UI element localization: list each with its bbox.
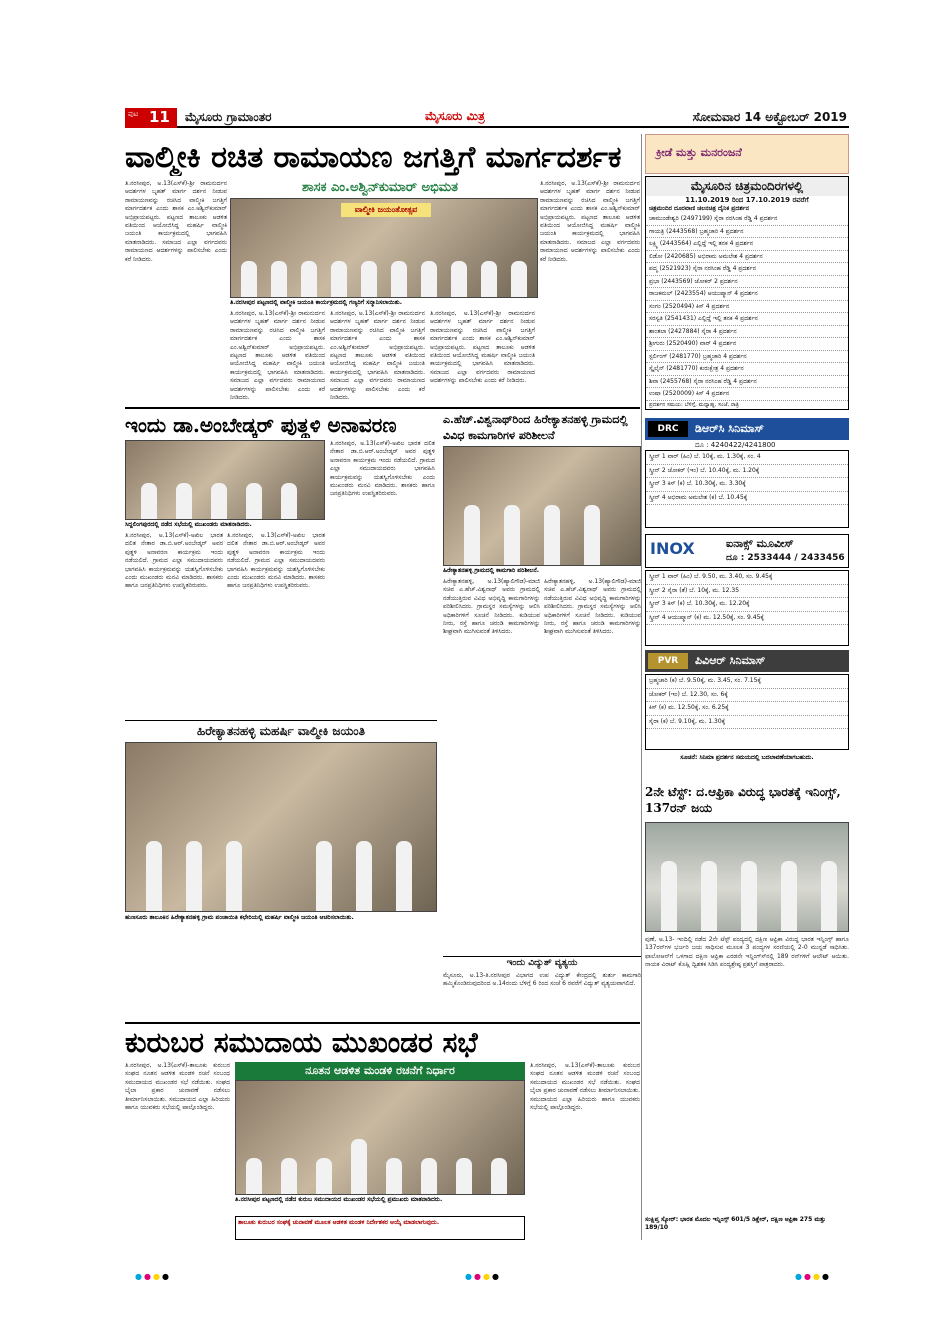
person-figure xyxy=(396,841,412,911)
drc-banner xyxy=(645,418,849,440)
person-figure xyxy=(361,261,377,297)
story1-body-col1: ತಿ.ನರಸೀಪುರ, ಅ.13(ಎಸ್‍ಕೆ)-ಶ್ರೀ ರಾಮನುರ್ದನ ಆದರ್ಶಗಳ ಬೃಹತ್ ಮಾರ್ಗ ದರ್ಶನ ನೀಡುವ ರಾಮಾಯಣವನ್ನು ರಚಿಸಿದ ವಾಲ್ಮೀಕಿ ಜಗತ್ತಿಗೆ ಮಾರ್ಗದರ್ಶಕ ಎಂದು ಶಾಸಕ ಎಂ.ಅಶ್ವಿನ್‍ಕುಮಾರ್ ಅಭಿಪ್ರಾಯಪಟ್ಟರು. ಪಟ್ಟಣದ ತಾಲೂಕು ಆಡಳಿತ ವತಿಯಿಂದ ಆಯೋಜಿಸಿದ್ದ ಮಹರ್ಷಿ ವಾಲ್ಮೀಕಿ ಜಯಂತಿ ಕಾರ್ಯಕ್ರಮದಲ್ಲಿ ಭಾಗವಹಿಸಿ ಮಾತನಾಡಿದರು. ಸಮಾಜದ ಎಲ್ಲಾ ವರ್ಗದವರು ರಾಮಾಯಣದ ಆದರ್ಶಗಳನ್ನು ಪಾಲಿಸಬೇಕು ಎಂದು ಕರೆ ನೀಡಿದರು. xyxy=(125,180,227,263)
cinema-row: ಶಾಂತಲಾ (2427884) ಸೈರಾ 4 ಪ್ರದರ್ಶನ xyxy=(646,326,848,339)
column-separator xyxy=(641,134,642,1240)
story4-title: ಹಿರೇಕ್ಯಾತನಹಳ್ಳಿ ಮಹರ್ಷಿ ವಾಲ್ಮೀಕಿ ಜಯಂತಿ xyxy=(197,724,365,738)
entertainment-banner-title: ಕ್ರೀಡೆ ಮತ್ತು ಮನರಂಜನೆ xyxy=(656,146,742,159)
story1-body-col4: ತಿ.ನರಸೀಪುರ, ಅ.13(ಎಸ್‍ಕೆ)-ಶ್ರೀ ರಾಮನುರ್ದನ ಆದರ್ಶಗಳ ಬೃಹತ್ ಮಾರ್ಗ ದರ್ಶನ ನೀಡುವ ರಾಮಾಯಣವನ್ನು ರಚಿಸಿದ ವಾಲ್ಮೀಕಿ ಜಗತ್ತಿಗೆ ಮಾರ್ಗದರ್ಶಕ ಎಂದು ಶಾಸಕ ಎಂ.ಅಶ್ವಿನ್‍ಕುಮಾರ್ ಅಭಿಪ್ರಾಯಪಟ್ಟರು. ಪಟ್ಟಣದ ತಾಲೂಕು ಆಡಳಿತ ವತಿಯಿಂದ ಆಯೋಜಿಸಿದ್ದ ಮಹರ್ಷಿ ವಾಲ್ಮೀಕಿ ಜಯಂತಿ ಕಾರ್ಯಕ್ರಮದಲ್ಲಿ ಭಾಗವಹಿಸಿ ಮಾತನಾಡಿದರು. ಸಮಾಜದ ಎಲ್ಲಾ ವರ್ಗದವರು ರಾಮಾಯಣದ ಆದರ್ಶಗಳನ್ನು ಪಾಲಿಸಬೇಕು ಎಂದು ಕರೆ ನೀಡಿದರು. xyxy=(430,310,535,385)
cricketer-figure xyxy=(661,861,677,931)
story1-body-col5: ತಿ.ನರಸೀಪುರ, ಅ.13(ಎಸ್‍ಕೆ)-ಶ್ರೀ ರಾಮನುರ್ದನ ಆದರ್ಶಗಳ ಬೃಹತ್ ಮಾರ್ಗ ದರ್ಶನ ನೀಡುವ ರಾಮಾಯಣವನ್ನು ರಚಿಸಿದ ವಾಲ್ಮೀಕಿ ಜಗತ್ತಿಗೆ ಮಾರ್ಗದರ್ಶಕ ಎಂದು ಶಾಸಕ ಎಂ.ಅಶ್ವಿನ್‍ಕುಮಾರ್ ಅಭಿಪ್ರಾಯಪಟ್ಟರು. ಪಟ್ಟಣದ ತಾಲೂಕು ಆಡಳಿತ ವತಿಯಿಂದ ಆಯೋಜಿಸಿದ್ದ ಮಹರ್ಷಿ ವಾಲ್ಮೀಕಿ ಜಯಂತಿ ಕಾರ್ಯಕ್ರಮದಲ್ಲಿ ಭಾಗವಹಿಸಿ ಮಾತನಾಡಿದರು. ಸಮಾಜದ ಎಲ್ಲಾ ವರ್ಗದವರು ರಾಮಾಯಣದ ಆದರ್ಶಗಳನ್ನು ಪಾಲಿಸಬೇಕು ಎಂದು ಕರೆ ನೀಡಿದರು. xyxy=(540,180,640,263)
drc-show-row: ಸ್ಕ್ರೀನ್ 1 ವಾರ್ (ಹಿಂ) ಬೆ. 10ಕ್ಕೆ, ಮ. 1.30ಕ್ಕೆ, ಸಂ. 4 xyxy=(646,451,848,465)
cinema-row: ಚಾಮುಂಡೇಶ್ವರಿ (2497199) ಸೈರಾ ನರಸಿಂಹ ರೆಡ್ಡಿ 4 ಪ್ರದರ್ಶನ xyxy=(646,213,848,226)
inox-show-row: ಸ್ಕ್ರೀನ್ 1 ವಾರ್ (ಹಿಂ) ಬೆ. 9.50, ಮ. 3.40, ಸಂ. 9.45ಕ್ಕೆ xyxy=(646,571,848,585)
cinema-row: ಪ್ರಭಾ (2443569) ಜೋಕರ್ 2 ಪ್ರದರ್ಶನ xyxy=(646,276,848,289)
inox-banner xyxy=(645,534,849,568)
entertainment-banner xyxy=(645,134,849,174)
cinema-row: ಲಕ್ಷ್ಮಿ (2443564) ಎಲ್ಲಿದ್ದೆ ಇಲ್ಲಿ ತನಕ 4 ಪ್ರದರ್ಶನ xyxy=(646,238,848,251)
pvr-title: ಪಿವಿಆರ್ ಸಿನಿಮಾಸ್ xyxy=(695,654,766,667)
story3-body-col2: ಹಿರೇಕ್ಯಾತನಹಳ್ಳಿ, ಅ.13(ಹ್ಯಾಲಿಗೌಡ)-ಮಾಜಿ ಸಚಿವ ಎ.ಹೆಚ್.ವಿಶ್ವನಾಥ್ ಅವರು ಗ್ರಾಮದಲ್ಲಿ ನಡೆಯುತ್ತಿರುವ ವಿವಿಧ ಅಭಿವೃದ್ಧಿ ಕಾಮಗಾರಿಗಳನ್ನು ಪರಿಶೀಲಿಸಿದರು. ಗ್ರಾಮಸ್ಥರ ಸಮಸ್ಯೆಗಳನ್ನು ಆಲಿಸಿ ಅಧಿಕಾರಿಗಳಿಗೆ ಸೂಚನೆ ನೀಡಿದರು. ಕುಡಿಯುವ ನೀರು, ರಸ್ತೆ ಹಾಗೂ ಚರಂಡಿ ಕಾಮಗಾರಿಗಳನ್ನು ಶೀಘ್ರವಾಗಿ ಮುಗಿಸುವಂತೆ ತಿಳಿಸಿದರು. xyxy=(544,578,641,636)
pvr-showtimes xyxy=(645,674,849,750)
sports-photo xyxy=(645,822,849,932)
person-figure xyxy=(544,505,560,565)
pvr-show-row: ಬ್ರಹ್ಮಚಾರಿ (ಕ) ಬೆ. 9.50ಕ್ಕೆ, ಮ. 3.45, ಸಂ. 7.15ಕ್ಕೆ xyxy=(646,675,848,689)
person-figure xyxy=(176,483,192,519)
pvr-rows xyxy=(646,675,848,729)
print-registration-dots: ●●●● xyxy=(795,1272,831,1281)
story4-photo xyxy=(125,742,437,912)
cinema-listings-title: ಮೈಸೂರಿನ ಚಿತ್ರಮಂದಿರಗಳಲ್ಲಿ xyxy=(646,177,848,196)
story2-body-col1: ತಿ.ನರಸೀಪುರ, ಅ.13(ಎಸ್‍ಕೆ)-ಅಖಿಲ ಭಾರತ ದಲಿತ ನೇತಾರ ಡಾ.ಬಿ.ಆರ್.ಅಂಬೇಡ್ಕರ್ ಅವರ ಪುತ್ಥಳಿ ಅನಾವರಣ ಕಾರ್ಯಕ್ರಮ ಇಂದು ನಡೆಯಲಿದೆ. ಗ್ರಾಮದ ಎಲ್ಲಾ ಸಮುದಾಯದವರು ಭಾಗವಹಿಸಿ ಕಾರ್ಯಕ್ರಮವನ್ನು ಯಶಸ್ವಿಗೊಳಿಸಬೇಕು ಎಂದು ಮುಖಂಡರು ಮನವಿ ಮಾಡಿದರು. ಶಾಸಕರು ಹಾಗೂ ಜನಪ್ರತಿನಿಧಿಗಳು ಉಪಸ್ಥಿತರಿರುವರು. xyxy=(125,532,223,590)
story2-photo xyxy=(125,440,325,520)
cinema-listings-box xyxy=(645,176,849,410)
cricketer-figure xyxy=(701,861,717,931)
cinema-rows xyxy=(646,213,848,401)
cinema-note: ಸೂಚನೆ: ಸಿನಿಮಾ ಪ್ರದರ್ಶನ ಸಮಯದಲ್ಲಿ ಬದಲಾವಣೆಯಾಗಬಹುದು. xyxy=(680,754,814,761)
inox-show-row: ಸ್ಕ್ರೀನ್ 4 ಆಯುಷ್ಮಾನ್ (ಕ) ಮ. 12.50ಕ್ಕೆ, ಸಂ. 9.45ಕ್ಕೆ xyxy=(646,612,848,626)
sports-body: ಪುಣೆ, ಅ.13- ಇಂದಿಲ್ಲಿ ನಡೆದ 2ನೇ ಟೆಸ್ಟ್ ಪಂದ್ಯದಲ್ಲಿ ದಕ್ಷಿಣ ಆಫ್ರಿಕಾ ವಿರುದ್ಧ ಭಾರತ ಇನ್ನಿಂಗ್ಸ್ ಹಾಗೂ 137ರನ್‍ಗಳ ಭರ್ಜರಿ ಜಯ ಸಾಧಿಸುವ ಮೂಲಕ 3 ಪಂದ್ಯಗಳ ಸರಣಿಯಲ್ಲಿ 2-0 ಮುನ್ನಡೆ ಸಾಧಿಸಿತು. ಫಾಲೋಆನ್‍ಗೆ ಒಳಗಾದ ದಕ್ಷಿಣ ಆಫ್ರಿಕಾ ಎರಡನೇ ಇನ್ನಿಂಗ್ಸ್‍ನಲ್ಲಿ 189 ರನ್‍ಗಳಿಗೆ ಆಲೌಟ್ ಆಯಿತು. ನಾಯಕ ವಿರಾಟ್ ಕೊಹ್ಲಿ ದ್ವಿಶತಕ ಸಿಡಿಸಿ ಪಂದ್ಯಶ್ರೇಷ್ಠ ಪ್ರಶಸ್ತಿಗೆ ಪಾತ್ರರಾದರು. xyxy=(645,936,849,969)
divider xyxy=(125,1022,640,1024)
newspaper-page xyxy=(125,100,849,1250)
story5-body-col3: ತಿ.ನರಸೀಪುರ, ಅ.13(ಎಸ್‍ಕೆ)-ತಾಲೂಕು ಕುರುಬರ ಸಂಘದ ನೂತನ ಆಡಳಿತ ಮಂಡಳಿ ರಚನೆ ಸಂಬಂಧ ಸಮುದಾಯದ ಮುಖಂಡರ ಸಭೆ ನಡೆಯಿತು. ಸಂಘದ ಬೈಲಾ ಪ್ರಕಾರ ಚುನಾವಣೆ ನಡೆಸಲು ತೀರ್ಮಾನಿಸಲಾಯಿತು. ಸಮುದಾಯದ ಎಲ್ಲಾ ಹಿರಿಯರು ಹಾಗೂ ಯುವಕರು ಸಭೆಯಲ್ಲಿ ಪಾಲ್ಗೊಂಡಿದ್ದರು. xyxy=(530,1062,640,1112)
drc-show-row: ಸ್ಕ್ರೀನ್ 3 ಕಿಸ್ (ಕ) ಬೆ. 10.30ಕ್ಕೆ, ಮ. 3.30ಕ್ಕೆ xyxy=(646,478,848,492)
person-figure xyxy=(421,261,437,297)
story1-subheadline: ಶಾಸಕ ಎಂ.ಅಶ್ವಿನ್‍ಕುಮಾರ್ ಅಭಿಮತ xyxy=(235,178,525,197)
person-figure xyxy=(226,841,242,911)
inox-phone: ದೂ : 2533444 / 2433456 xyxy=(726,553,845,563)
section-title: ಮೈಸೂರು ಗ್ರಾಮಾಂತರ xyxy=(185,110,272,124)
story1-body-col3: ತಿ.ನರಸೀಪುರ, ಅ.13(ಎಸ್‍ಕೆ)-ಶ್ರೀ ರಾಮನುರ್ದನ ಆದರ್ಶಗಳ ಬೃಹತ್ ಮಾರ್ಗ ದರ್ಶನ ನೀಡುವ ರಾಮಾಯಣವನ್ನು ರಚಿಸಿದ ವಾಲ್ಮೀಕಿ ಜಗತ್ತಿಗೆ ಮಾರ್ಗದರ್ಶಕ ಎಂದು ಶಾಸಕ ಎಂ.ಅಶ್ವಿನ್‍ಕುಮಾರ್ ಅಭಿಪ್ರಾಯಪಟ್ಟರು. ಪಟ್ಟಣದ ತಾಲೂಕು ಆಡಳಿತ ವತಿಯಿಂದ ಆಯೋಜಿಸಿದ್ದ ಮಹರ್ಷಿ ವಾಲ್ಮೀಕಿ ಜಯಂತಿ ಕಾರ್ಯಕ್ರಮದಲ್ಲಿ ಭಾಗವಹಿಸಿ ಮಾತನಾಡಿದರು. ಸಮಾಜದ ಎಲ್ಲಾ ವರ್ಗದವರು ರಾಮಾಯಣದ ಆದರ್ಶಗಳನ್ನು ಪಾಲಿಸಬೇಕು ಎಂದು ಕರೆ ನೀಡಿದರು. xyxy=(330,310,425,402)
person-figure xyxy=(421,1158,437,1194)
person-figure xyxy=(351,1139,367,1194)
inox-rows xyxy=(646,571,848,625)
cinema-row: ಪದ್ಮ (2521923) ಸೈರಾ ನರಸಿಂಹ ರೆಡ್ಡಿ 4 ಪ್ರದರ್ಶನ xyxy=(646,263,848,276)
person-figure xyxy=(451,261,467,297)
cinema-columns: ಚಿತ್ರಮಂದಿರ ದೂರವಾಣಿ ಚಲನಚಿತ್ರ ದೈನಿಕ ಪ್ರದರ್ಶನ xyxy=(649,205,749,212)
masthead-brand: ಮೈಸೂರು ಮಿತ್ರ xyxy=(425,109,485,123)
cinema-foot: ಪ್ರದರ್ಶನ ಸಮಯ: ಬೆಳಿಗ್ಗೆ, ಮಧ್ಯಾಹ್ನ, ಸಂಜೆ, ರಾತ್ರಿ xyxy=(649,401,739,408)
person-figure xyxy=(584,505,600,565)
page-number-box xyxy=(125,108,177,128)
story1-body-col2: ತಿ.ನರಸೀಪುರ, ಅ.13(ಎಸ್‍ಕೆ)-ಶ್ರೀ ರಾಮನುರ್ದನ ಆದರ್ಶಗಳ ಬೃಹತ್ ಮಾರ್ಗ ದರ್ಶನ ನೀಡುವ ರಾಮಾಯಣವನ್ನು ರಚಿಸಿದ ವಾಲ್ಮೀಕಿ ಜಗತ್ತಿಗೆ ಮಾರ್ಗದರ್ಶಕ ಎಂದು ಶಾಸಕ ಎಂ.ಅಶ್ವಿನ್‍ಕುಮಾರ್ ಅಭಿಪ್ರಾಯಪಟ್ಟರು. ಪಟ್ಟಣದ ತಾಲೂಕು ಆಡಳಿತ ವತಿಯಿಂದ ಆಯೋಜಿಸಿದ್ದ ಮಹರ್ಷಿ ವಾಲ್ಮೀಕಿ ಜಯಂತಿ ಕಾರ್ಯಕ್ರಮದಲ್ಲಿ ಭಾಗವಹಿಸಿ ಮಾತನಾಡಿದರು. ಸಮಾಜದ ಎಲ್ಲಾ ವರ್ಗದವರು ರಾಮಾಯಣದ ಆದರ್ಶಗಳನ್ನು ಪಾಲಿಸಬೇಕು ಎಂದು ಕರೆ ನೀಡಿದರು. xyxy=(230,310,325,402)
drc-phone: ದೂ : 4240422/4241800 xyxy=(695,441,776,449)
story1-caption: ತಿ.ನರಸೀಪುರ ಪಟ್ಟಣದಲ್ಲಿ ವಾಲ್ಮೀಕಿ ಜಯಂತಿ ಕಾರ್ಯಕ್ರಮದಲ್ಲಿ ಗಣ್ಯರಿಗೆ ಸನ್ಮಾನಿಸಲಾಯಿತು. xyxy=(230,299,402,306)
person-figure xyxy=(456,1158,472,1194)
person-figure xyxy=(241,261,257,297)
person-figure xyxy=(141,483,157,519)
person-figure xyxy=(386,1158,402,1194)
person-figure xyxy=(504,505,520,565)
person-figure xyxy=(491,1158,507,1194)
inox-showtimes xyxy=(645,570,849,646)
story4-caption: ಹುಣಸೂರು ತಾಲೂಕಿನ ಹಿರೇಕ್ಯಾತನಹಳ್ಳಿ ಗ್ರಾಮ ಪಂಚಾಯಿತಿ ಕಛೇರಿಯಲ್ಲಿ ಮಹರ್ಷಿ ವಾಲ್ಮೀಕಿ ಜಯಂತಿ ಆಚರಿಸಲಾಯಿತು. xyxy=(125,914,354,921)
issue-date: ಸೋಮವಾರ 14 ಅಕ್ಟೋಬರ್ 2019 xyxy=(692,110,847,124)
story3-headline: ಎ.ಹೆಚ್.ವಿಶ್ವನಾಥ್‍ರಿಂದ ಹಿರೇಕ್ಯಾತನಹಳ್ಳಿ ಗ್ರಾಮದಲ್ಲಿ ವಿವಿಧ ಕಾಮಗಾರಿಗಳ ಪರಿಶೀಲನೆ xyxy=(443,413,628,442)
inox-show-row: ಸ್ಕ್ರೀನ್ 3 ಕಿಸ್ (ಕ) ಬೆ. 10.30ಕ್ಕೆ, ಮ. 12.20ಕ್ಕೆ xyxy=(646,598,848,612)
page-number: 11 xyxy=(149,108,170,126)
pvr-show-row: ಕಿಸ್ (ಕ) ಮ. 12.50ಕ್ಕೆ, ಸಂ. 6.25ಕ್ಕೆ xyxy=(646,702,848,716)
cinema-row: ಸರಸ್ವತಿ (2541431) ಎಲ್ಲಿದ್ದೆ ಇಲ್ಲಿ ತನಕ 4 ಪ್ರದರ್ಶನ xyxy=(646,313,848,326)
story2-body-col3: ತಿ.ನರಸೀಪುರ, ಅ.13(ಎಸ್‍ಕೆ)-ಅಖಿಲ ಭಾರತ ದಲಿತ ನೇತಾರ ಡಾ.ಬಿ.ಆರ್.ಅಂಬೇಡ್ಕರ್ ಅವರ ಪುತ್ಥಳಿ ಅನಾವರಣ ಕಾರ್ಯಕ್ರಮ ಇಂದು ನಡೆಯಲಿದೆ. ಗ್ರಾಮದ ಎಲ್ಲಾ ಸಮುದಾಯದವರು ಭಾಗವಹಿಸಿ ಕಾರ್ಯಕ್ರಮವನ್ನು ಯಶಸ್ವಿಗೊಳಿಸಬೇಕು ಎಂದು ಮುಖಂಡರು ಮನವಿ ಮಾಡಿದರು. ಶಾಸಕರು ಹಾಗೂ ಜನಪ್ರತಿನಿಧಿಗಳು ಉಪಸ್ಥಿತರಿರುವರು. xyxy=(330,440,435,498)
notice-title: ಇಂದು ವಿದ್ಯುತ್ ವ್ಯತ್ಯಯ xyxy=(506,958,578,968)
page-label: ಪುಟ xyxy=(128,110,139,118)
person-figure xyxy=(246,483,262,519)
cinema-row: ರಾಜಕಮಲ್ (2423554) ಆಯುಷ್ಮಾನ್ 4 ಪ್ರದರ್ಶನ xyxy=(646,288,848,301)
drc-show-row: ಸ್ಕ್ರೀನ್ 4 ಅಭಿರಾಮ ಅಮಲೇಶ (ಕ) ಬೆ. 10.45ಕ್ಕೆ xyxy=(646,492,848,506)
story1-photo-banner: ವಾಲ್ಮೀಕಿ ಜಯಂತೋತ್ಸವ xyxy=(341,203,431,217)
person-figure xyxy=(146,841,162,911)
inox-logo: INOX xyxy=(650,539,695,558)
cinema-row: ಸ್ಟರ್ಲಿಂಗ್ (2481770) ಬ್ರಹ್ಮಚಾರಿ 4 ಪ್ರದರ್ಶನ xyxy=(646,351,848,364)
inox-title: ಐನಾಕ್ಸ್ ಮೂವೀಸ್ xyxy=(726,537,794,550)
person-figure xyxy=(481,261,497,297)
print-registration-dots: ●●●● xyxy=(465,1272,501,1281)
drc-showtimes xyxy=(645,450,849,528)
divider xyxy=(443,956,641,957)
page-header xyxy=(125,108,849,128)
person-figure xyxy=(391,261,407,297)
cinema-row: ಲಿಡೋ (2420685) ಅಭಿರಾಮ ಅಮಲೇಶ 4 ಪ್ರದರ್ಶನ xyxy=(646,251,848,264)
cinema-row: ಸ್ಕೈಲೈನ್ (2481770) ಕುರುಕ್ಷೇತ್ರ 4 ಪ್ರದರ್ಶನ xyxy=(646,363,848,376)
cinema-row: ಶ್ರೀಗುರು (2520490) ವಾರ್ 4 ಪ್ರದರ್ಶನ xyxy=(646,338,848,351)
inox-show-row: ಸ್ಕ್ರೀನ್ 2 ಸೈರಾ (ತೆ) ಬೆ. 10ಕ್ಕೆ, ಮ. 12.35 xyxy=(646,585,848,599)
divider xyxy=(125,407,640,409)
story5-caption: ತಿ.ನರಸೀಪುರ ಪಟ್ಟಣದಲ್ಲಿ ನಡೆದ ಕುರುಬ ಸಮುದಾಯದ ಮುಖಂಡರ ಸಭೆಯಲ್ಲಿ ಪ್ರಮುಖರು ಮಾತನಾಡಿದರು. xyxy=(235,1196,443,1203)
story3-body-col1: ಹಿರೇಕ್ಯಾತನಹಳ್ಳಿ, ಅ.13(ಹ್ಯಾಲಿಗೌಡ)-ಮಾಜಿ ಸಚಿವ ಎ.ಹೆಚ್.ವಿಶ್ವನಾಥ್ ಅವರು ಗ್ರಾಮದಲ್ಲಿ ನಡೆಯುತ್ತಿರುವ ವಿವಿಧ ಅಭಿವೃದ್ಧಿ ಕಾಮಗಾರಿಗಳನ್ನು ಪರಿಶೀಲಿಸಿದರು. ಗ್ರಾಮಸ್ಥರ ಸಮಸ್ಯೆಗಳನ್ನು ಆಲಿಸಿ ಅಧಿಕಾರಿಗಳಿಗೆ ಸೂಚನೆ ನೀಡಿದರು. ಕುಡಿಯುವ ನೀರು, ರಸ್ತೆ ಹಾಗೂ ಚರಂಡಿ ಕಾಮಗಾರಿಗಳನ್ನು ಶೀಘ್ರವಾಗಿ ಮುಗಿಸುವಂತೆ ತಿಳಿಸಿದರು. xyxy=(443,578,540,636)
cricketer-figure xyxy=(741,861,757,931)
person-figure xyxy=(331,261,347,297)
story5-body-col1: ತಿ.ನರಸೀಪುರ, ಅ.13(ಎಸ್‍ಕೆ)-ತಾಲೂಕು ಕುರುಬರ ಸಂಘದ ನೂತನ ಆಡಳಿತ ಮಂಡಳಿ ರಚನೆ ಸಂಬಂಧ ಸಮುದಾಯದ ಮುಖಂಡರ ಸಭೆ ನಡೆಯಿತು. ಸಂಘದ ಬೈಲಾ ಪ್ರಕಾರ ಚುನಾವಣೆ ನಡೆಸಲು ತೀರ್ಮಾನಿಸಲಾಯಿತು. ಸಮುದಾಯದ ಎಲ್ಲಾ ಹಿರಿಯರು ಹಾಗೂ ಯುವಕರು ಸಭೆಯಲ್ಲಿ ಪಾಲ್ಗೊಂಡಿದ್ದರು. xyxy=(125,1062,230,1112)
story5-quote-box: ತಾಲೂಕು ಕುರುಬರ ಸಂಘಕ್ಕೆ ಚುನಾವಣೆ ಮೂಲಕ ಆಡಳಿತ ಮಂಡಳಿ ನಿರ್ದೇಶಕರ ಆಯ್ಕೆ ಮಾಡಲಾಗುವುದು. xyxy=(235,1216,525,1240)
print-registration-dots: ●●●● xyxy=(135,1272,171,1281)
cricketer-figure xyxy=(781,861,797,931)
cinema-row: ಸಂಗಂ (2520494) ಕಿಸ್ 4 ಪ್ರದರ್ಶನ xyxy=(646,301,848,314)
cinema-row: ಗಾಯತ್ರಿ (2443568) ಬ್ರಹ್ಮಚಾರಿ 4 ಪ್ರದರ್ಶನ xyxy=(646,226,848,239)
person-figure xyxy=(316,1158,332,1194)
pvr-logo: PVR xyxy=(648,653,688,669)
person-figure xyxy=(301,261,317,297)
person-figure xyxy=(281,483,297,519)
person-figure xyxy=(271,261,287,297)
cricketer-figure xyxy=(821,861,837,931)
pvr-show-row: ಸೈರಾ (ಕ) ಬೆ. 9.10ಕ್ಕೆ, ಮ. 1.30ಕ್ಕೆ xyxy=(646,716,848,730)
person-figure xyxy=(316,841,332,911)
story2-headline: ಇಂದು ಡಾ.ಅಂಬೇಡ್ಕರ್ ಪುತ್ಥಳಿ ಅನಾವರಣ xyxy=(125,413,397,437)
drc-show-row: ಸ್ಕ್ರೀನ್ 2 ಜೋಕರ್ (ಇಂ) ಬೆ. 10.40ಕ್ಕೆ, ಮ. 1.20ಕ್ಕೆ xyxy=(646,465,848,479)
sports-score: ಸಂಕ್ಷಿಪ್ತ ಸ್ಕೋರ್: ಭಾರತ ಮೊದಲ ಇನ್ನಿಂಗ್ಸ್ 601/5 ಡಿಕ್ಲೇರ್, ದಕ್ಷಿಣ ಆಫ್ರಿಕಾ 275 ಮತ್ತು 189/10 xyxy=(645,1216,826,1231)
divider xyxy=(125,720,437,721)
story3-caption: ಹಿರೇಕ್ಯಾತನಹಳ್ಳಿ ಗ್ರಾಮದಲ್ಲಿ ಕಾಮಗಾರಿ ಪರಿಶೀಲನೆ. xyxy=(443,567,540,574)
story1-headline: ವಾಲ್ಮೀಕಿ ರಚಿತ ರಾಮಾಯಣ ಜಗತ್ತಿಗೆ ಮಾರ್ಗದರ್ಶಕ xyxy=(125,140,622,175)
story2-body-col2: ತಿ.ನರಸೀಪುರ, ಅ.13(ಎಸ್‍ಕೆ)-ಅಖಿಲ ಭಾರತ ದಲಿತ ನೇತಾರ ಡಾ.ಬಿ.ಆರ್.ಅಂಬೇಡ್ಕರ್ ಅವರ ಪುತ್ಥಳಿ ಅನಾವರಣ ಕಾರ್ಯಕ್ರಮ ಇಂದು ನಡೆಯಲಿದೆ. ಗ್ರಾಮದ ಎಲ್ಲಾ ಸಮುದಾಯದವರು ಭಾಗವಹಿಸಿ ಕಾರ್ಯಕ್ರಮವನ್ನು ಯಶಸ್ವಿಗೊಳಿಸಬೇಕು ಎಂದು ಮುಖಂಡರು ಮನವಿ ಮಾಡಿದರು. ಶಾಸಕರು ಹಾಗೂ ಜನಪ್ರತಿನಿಧಿಗಳು ಉಪಸ್ಥಿತರಿರುವರು. xyxy=(227,532,325,590)
drc-logo: DRC xyxy=(648,421,688,437)
person-figure xyxy=(246,1158,262,1194)
pvr-show-row: ಜೋಕರ್ (ಇಂ) ಬೆ. 12.30, ಸಂ. 6ಕ್ಕೆ xyxy=(646,689,848,703)
drc-title: ಡಿಆರ್‌ಸಿ ಸಿನಿಮಾಸ್ xyxy=(695,422,764,435)
story5-photo xyxy=(235,1080,525,1195)
notice-body: ಮೈಸೂರು, ಅ.13-ತಿ.ನರಸೀಪುರ ವಿಭಾಗದ ಉಪ ವಿದ್ಯುತ್ ಕೇಂದ್ರದಲ್ಲಿ ತುರ್ತು ಕಾಮಗಾರಿ ಹಮ್ಮಿಕೊಂಡಿರುವುದರಿಂದ ಅ.14ರಂದು ಬೆಳಿಗ್ಗೆ 6 ರಿಂದ ಸಂಜೆ 6 ರವರೆಗೆ ವಿದ್ಯುತ್ ವ್ಯತ್ಯಯವಾಗಲಿದೆ. xyxy=(443,972,641,988)
person-figure xyxy=(281,1158,297,1194)
person-figure xyxy=(356,841,372,911)
cinema-row: ಉಷಾ (2520009) ಕಿಸ್ 4 ಪ್ರದರ್ಶನ xyxy=(646,388,848,401)
sports-headline: 2ನೇ ಟೆಸ್ಟ್: ದ.ಆಫ್ರಿಕಾ ವಿರುದ್ಧ ಭಾರತಕ್ಕೆ ಇನಿಂಗ್ಸ್, 137ರನ್ ಜಯ xyxy=(645,785,841,815)
person-figure xyxy=(464,505,480,565)
story3-photo xyxy=(443,446,641,566)
cinema-row: ಶಿವಾ (2455768) ಸೈರಾ ನರಸಿಂಹ ರೆಡ್ಡಿ 4 ಪ್ರದರ್ಶನ xyxy=(646,376,848,389)
story5-headline: ಕುರುಬರ ಸಮುದಾಯ ಮುಖಂಡರ ಸಭೆ xyxy=(125,1026,478,1059)
person-figure xyxy=(211,483,227,519)
drc-rows xyxy=(646,451,848,505)
pvr-banner xyxy=(645,650,849,672)
story5-subheadline: ನೂತನ ಆಡಳಿತ ಮಂಡಳಿ ರಚನೆಗೆ ನಿರ್ಧಾರ xyxy=(235,1062,525,1080)
story1-photo xyxy=(230,198,538,298)
person-figure xyxy=(511,261,527,297)
person-figure xyxy=(186,841,202,911)
cinema-date-range: 11.10.2019 ರಿಂದ 17.10.2019 ರವರೆಗೆ xyxy=(685,196,809,204)
story2-caption: ಸಿದ್ದಲಿಂಗಪುರದಲ್ಲಿ ನಡೆದ ಸಭೆಯಲ್ಲಿ ಮುಖಂಡರು ಮಾತನಾಡಿದರು. xyxy=(125,521,252,528)
